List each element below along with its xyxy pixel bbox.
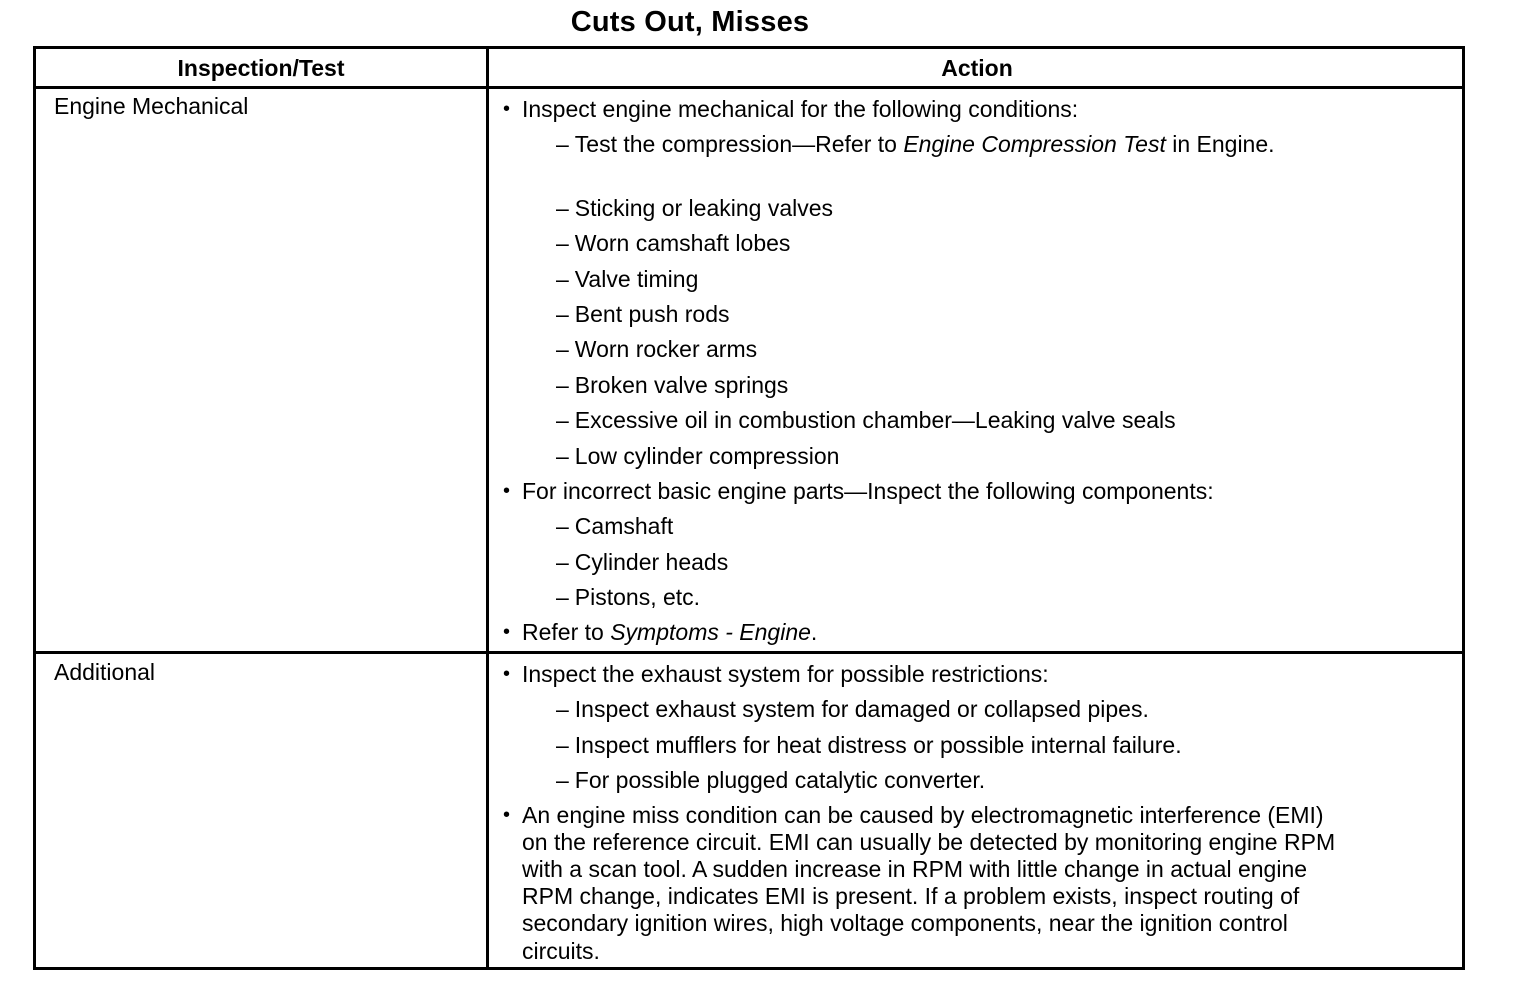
list-item: – Sticking or leaking valves xyxy=(556,194,834,221)
bullet-icon: • xyxy=(503,803,511,826)
page-title: Cuts Out, Misses xyxy=(570,6,810,38)
header-inspection: Inspection/Test xyxy=(177,55,345,81)
dash-icon: – xyxy=(556,336,569,363)
list-item: – Worn camshaft lobes xyxy=(556,230,791,257)
dash-icon: – xyxy=(556,513,569,540)
action-additional xyxy=(503,657,1450,965)
reference-link-text: Engine Compression Test xyxy=(903,131,1166,158)
dash-icon: – xyxy=(556,194,569,221)
list-item: – Camshaft xyxy=(556,513,674,540)
dash-icon: – xyxy=(556,442,569,469)
list-item: – Valve timing xyxy=(556,265,699,292)
header-action: Action xyxy=(941,55,1013,81)
bullet-icon: • xyxy=(503,663,511,685)
diagnostic-table xyxy=(33,46,1465,970)
list-item: – Excessive oil in combustion chamber—Leaking valve seals xyxy=(556,407,1176,434)
list-item: – Low cylinder compression xyxy=(556,442,840,469)
list-item: • Inspect engine mechanical for the following conditions: xyxy=(522,92,1450,127)
dash-icon: – xyxy=(556,131,569,158)
dash-icon: – xyxy=(556,407,569,434)
list-item: – Inspect mufflers for heat distress or possible internal failure. xyxy=(556,731,1182,758)
bullet-icon: • xyxy=(503,621,511,644)
list-item: – Test the compression—Refer to Engine Compression Test in Engine. xyxy=(556,131,1275,158)
row-divider xyxy=(36,651,1462,654)
dash-icon: – xyxy=(556,230,569,257)
list-item: – Worn rocker arms xyxy=(556,336,758,363)
list-item: – Broken valve springs xyxy=(556,371,789,398)
dash-icon: – xyxy=(556,548,569,575)
dash-icon: – xyxy=(556,731,569,758)
bullet-icon: • xyxy=(503,98,511,120)
list-item: – Pistons, etc. xyxy=(556,584,701,611)
header-divider xyxy=(36,86,1462,89)
dash-icon: – xyxy=(556,300,569,327)
bullet-icon: • xyxy=(503,479,511,502)
list-item: • Inspect the exhaust system for possible restrictions: xyxy=(522,657,1450,692)
dash-icon: – xyxy=(556,371,569,398)
column-divider xyxy=(486,49,489,967)
row-label-engine-mechanical: Engine Mechanical xyxy=(54,93,249,119)
dash-icon: – xyxy=(556,584,569,611)
list-item: – Cylinder heads xyxy=(556,548,729,575)
list-item: – For possible plugged catalytic converter. xyxy=(556,767,986,794)
reference-link-text: Symptoms - Engine xyxy=(610,619,811,646)
list-item: • For incorrect basic engine parts—Inspect the following components: xyxy=(522,474,1450,509)
emi-paragraph: • An engine miss condition can be caused by electromagnetic interference (EMI) on the reference circuit. EMI can usually be detected by monitoring engine RPM with a scan tool. A sudden increase in RPM with little change in actual engine RPM change, indicates EMI is present. If a problem exists, inspect routing of secondary ignition wires, high voltage components, near the ignition control circuits. xyxy=(503,801,1336,964)
list-item: • Refer to Symptoms - Engine. xyxy=(522,615,1450,650)
action-engine-mechanical xyxy=(503,92,1450,651)
dash-icon: – xyxy=(556,696,569,723)
dash-icon: – xyxy=(556,265,569,292)
dash-icon: – xyxy=(556,767,569,794)
row-label-additional: Additional xyxy=(54,659,156,685)
list-item: – Inspect exhaust system for damaged or collapsed pipes. xyxy=(556,696,1149,723)
list-item: – Bent push rods xyxy=(556,300,730,327)
